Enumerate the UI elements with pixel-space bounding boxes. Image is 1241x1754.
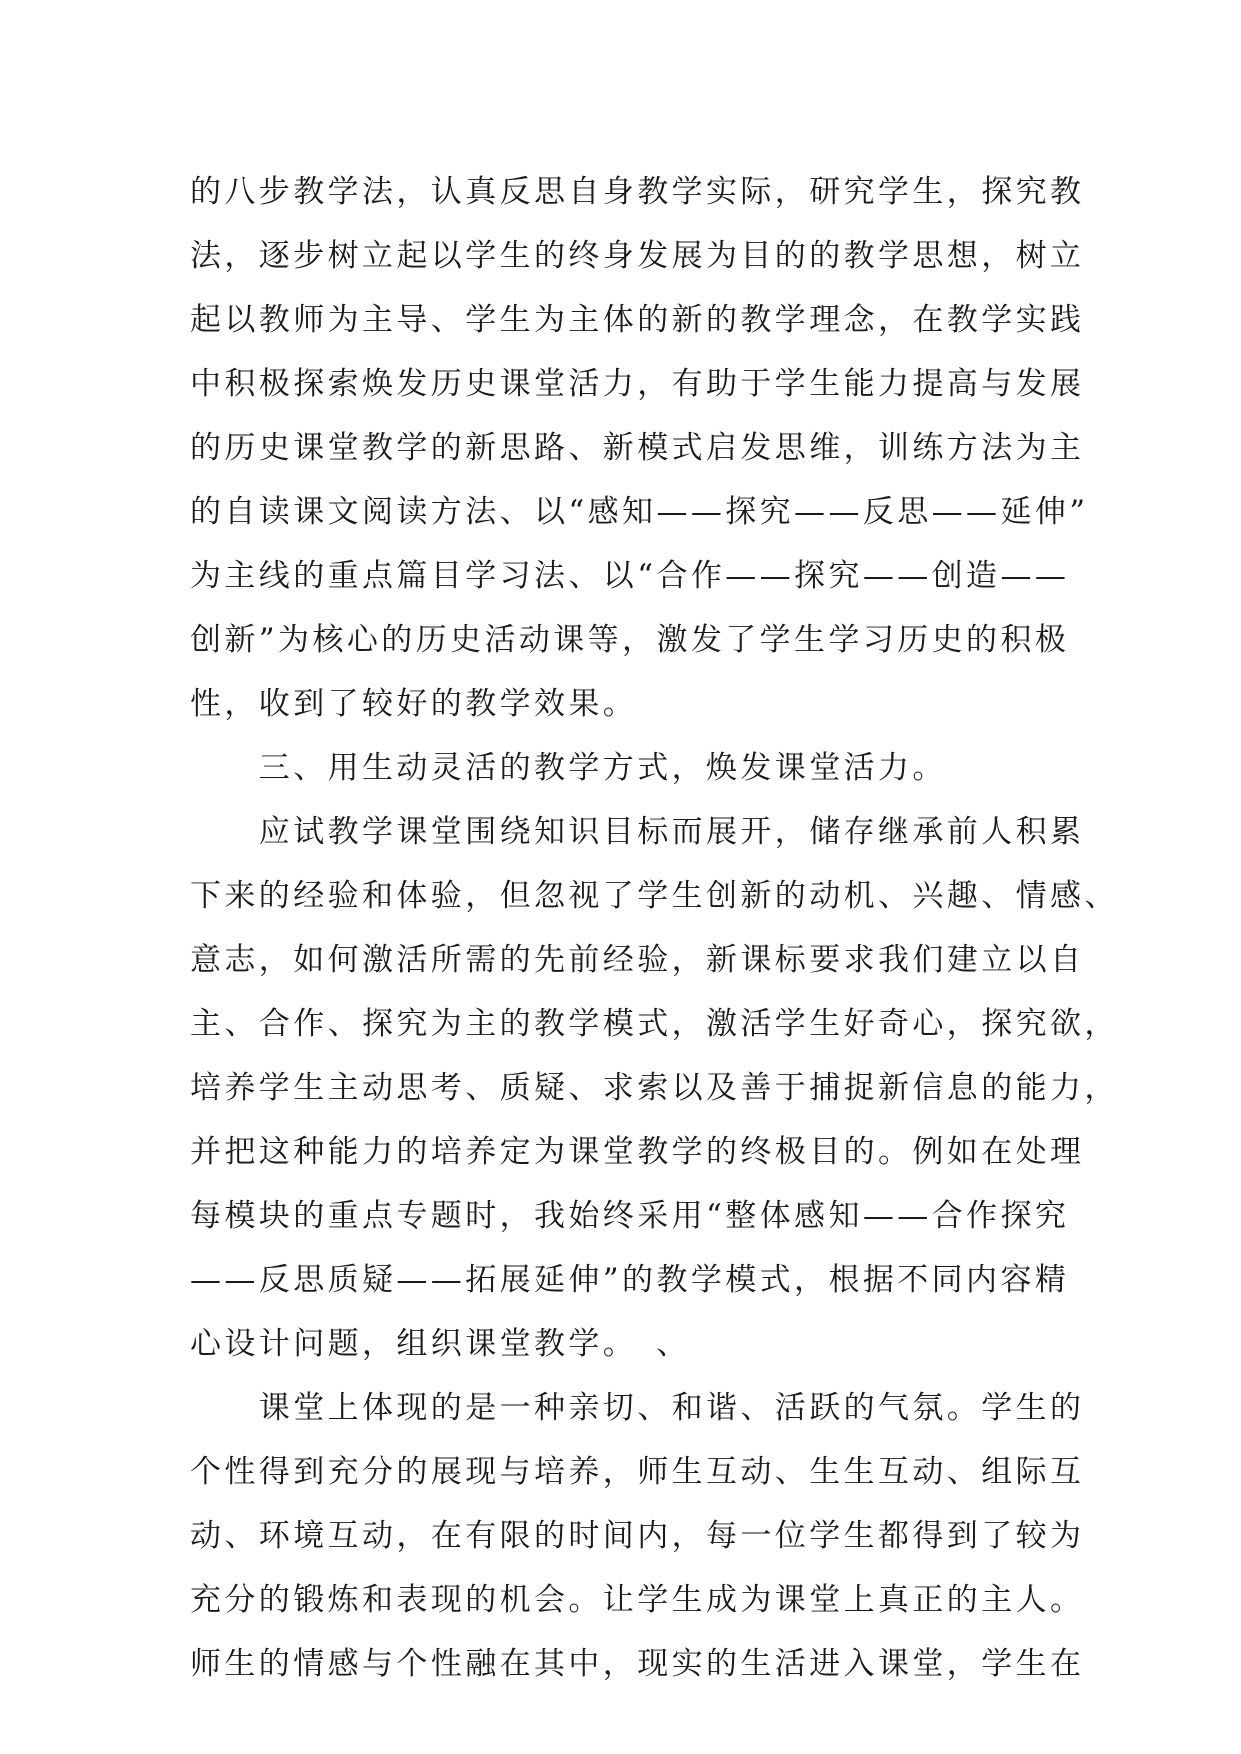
text-line: 师生的情感与个性融在其中，现实的生活进入课堂，学生在	[190, 1646, 1085, 1682]
text-line: 的八步教学法，认真反思自身教学实际，研究学生，探究教	[190, 174, 1085, 210]
text-line: 充分的锻炼和表现的机会。让学生成为课堂上真正的主人。	[190, 1582, 1085, 1618]
text-line: 应试教学课堂围绕知识目标而展开，储存继承前人积累	[190, 814, 1085, 850]
text-line: 心设计问题，组织课堂教学。 、	[190, 1326, 691, 1362]
text-line: 并把这种能力的培养定为课堂教学的终极目的。例如在处理	[190, 1134, 1085, 1170]
text-line: 个性得到充分的展现与培养，师生互动、生生互动、组际互	[190, 1454, 1085, 1490]
text-line: 课堂上体现的是一种亲切、和谐、活跃的气氛。学生的	[190, 1390, 1085, 1426]
text-line: 中积极探索焕发历史课堂活力，有助于学生能力提高与发展	[190, 366, 1085, 402]
text-line: 性，收到了较好的教学效果。	[190, 686, 638, 722]
text-line: 主、合作、探究为主的教学模式，激活学生好奇心，探究欲，	[190, 1006, 1119, 1042]
text-line: 为主线的重点篇目学习法、以“合作——探究——创造——	[190, 558, 1070, 594]
text-line: 起以教师为主导、学生为主体的新的教学理念，在教学实践	[190, 302, 1085, 338]
section-heading: 三、用生动灵活的教学方式，焕发课堂活力。	[190, 750, 947, 786]
text-line: 的自读课文阅读方法、以“感知——探究——反思——延伸”	[190, 494, 1089, 530]
text-line: 意志，如何激活所需的先前经验，新课标要求我们建立以自	[190, 942, 1085, 978]
text-line: 动、环境互动，在有限的时间内，每一位学生都得到了较为	[190, 1518, 1085, 1554]
text-line: 每模块的重点专题时，我始终采用“整体感知——合作探究	[190, 1198, 1070, 1234]
text-line: 下来的经验和体验，但忽视了学生创新的动机、兴趣、情感、	[190, 878, 1119, 914]
text-line: 创新”为核心的历史活动课等，激发了学生学习历史的积极	[190, 622, 1070, 658]
text-line: ——反思质疑——拓展延伸”的教学模式，根据不同内容精	[190, 1262, 1070, 1298]
text-line: 法，逐步树立起以学生的终身发展为目的的教学思想，树立	[190, 238, 1085, 274]
text-line: 的历史课堂教学的新思路、新模式启发思维，训练方法为主	[190, 430, 1085, 466]
body-text	[190, 160, 1119, 1696]
text-line: 培养学生主动思考、质疑、求索以及善于捕捉新信息的能力，	[190, 1070, 1119, 1106]
